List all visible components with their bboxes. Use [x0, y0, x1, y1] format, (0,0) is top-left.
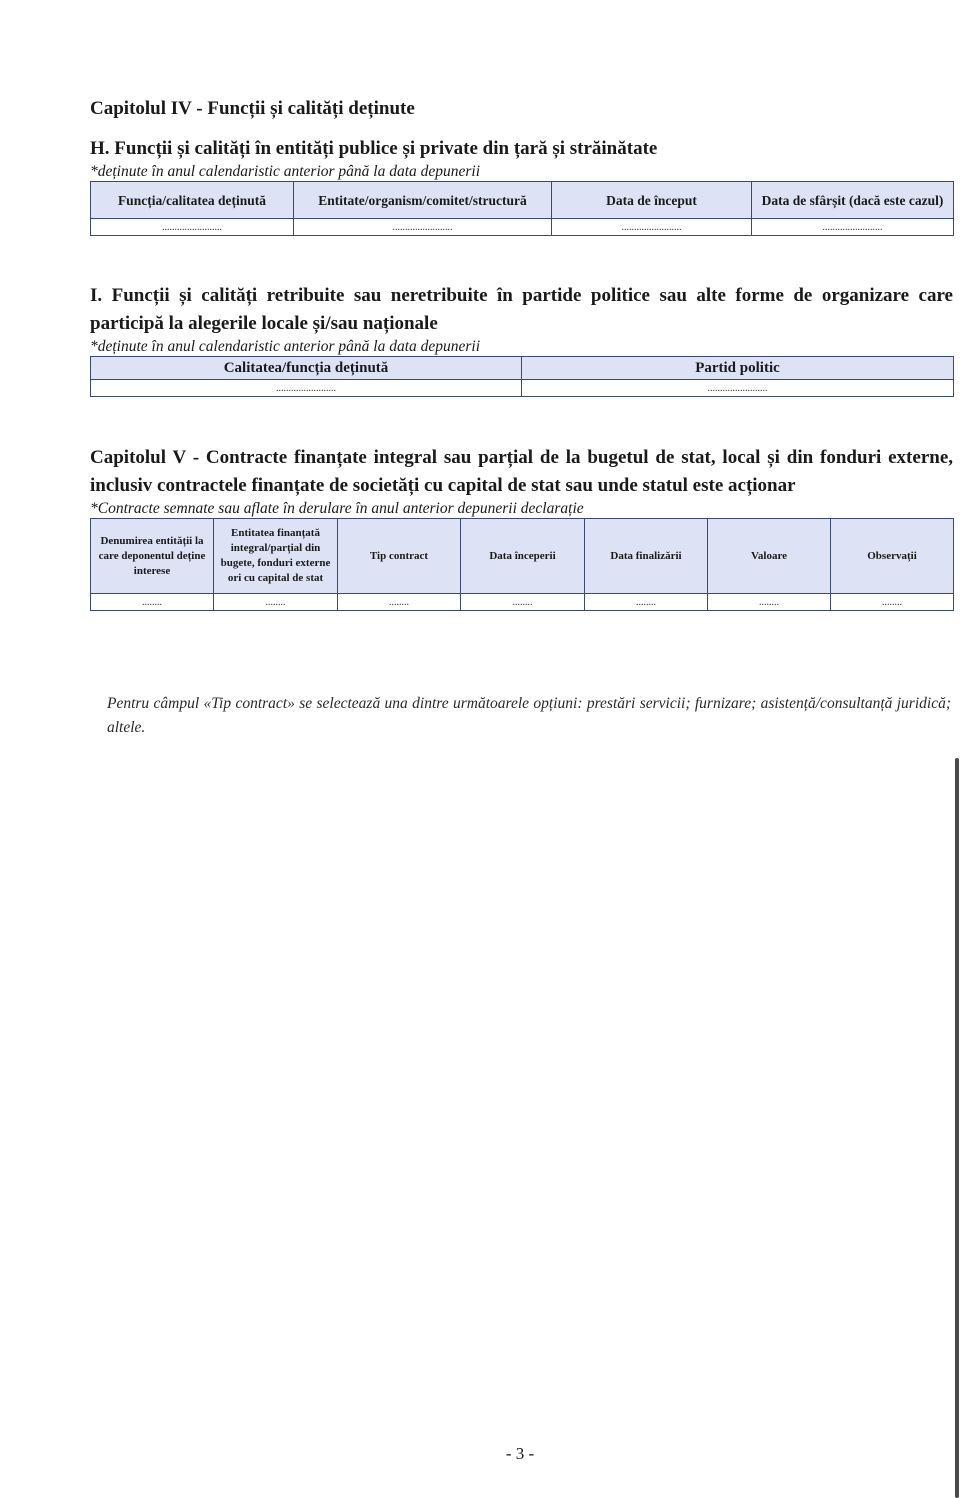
header-end-date: Data de sfârșit (dacă este cazul): [752, 182, 954, 219]
header-observations: Observații: [831, 519, 954, 594]
section-i-table: [90, 356, 954, 397]
section-i-note: *deținute în anul calendaristic anterior până la data depunerii: [90, 338, 481, 355]
header-party: Partid politic: [522, 357, 954, 380]
header-value: Valoare: [708, 519, 831, 594]
cell-party[interactable]: ........................: [522, 380, 954, 397]
header-funded-entity: Entitatea finanțată integral/parțial din bugete, fonduri externe ori cu capital de stat: [214, 519, 338, 594]
section-h-title: H. Funcții și calități în entități publice și private din țară și străinătate: [90, 138, 658, 159]
header-entity-name: Denumirea entității la care deponentul deține interese: [91, 519, 214, 594]
cell-start-date[interactable]: ........: [461, 594, 585, 611]
page-number: - 3 -: [505, 1444, 535, 1463]
cell-entity[interactable]: ........................: [294, 219, 552, 236]
section-h-table: [90, 181, 954, 236]
table-row: [91, 219, 954, 236]
cell-contract-type[interactable]: ........: [338, 594, 461, 611]
table-header-row: [91, 519, 954, 594]
cell-end-date[interactable]: ........: [585, 594, 708, 611]
cell-value[interactable]: ........: [708, 594, 831, 611]
chapter-5-title: Capitolul V - Contracte finanțate integral sau parțial de la bugetul de stat, local și din fonduri externe, inclusiv contractele finanțate de societăți cu capital de stat sau unde statul este acționar: [90, 447, 953, 496]
table-header-row: [91, 357, 954, 380]
table-row: [91, 380, 954, 397]
table-row: [91, 594, 954, 611]
chapter-4-title: Capitolul IV - Funcții și calități deținute: [90, 98, 415, 119]
header-function: Funcția/calitatea deținută: [91, 182, 294, 219]
cell-observations[interactable]: ........: [831, 594, 954, 611]
chapter-5-note: *Contracte semnate sau aflate în derulare în anul anterior depunerii declarație: [90, 500, 584, 517]
header-role: Calitatea/funcția deținută: [91, 357, 522, 380]
header-start-date: Data de început: [552, 182, 752, 219]
scrollbar[interactable]: [955, 758, 959, 1498]
cell-role[interactable]: ........................: [91, 380, 522, 397]
table-header-row: [91, 182, 954, 219]
cell-function[interactable]: ........................: [91, 219, 294, 236]
header-contract-type: Tip contract: [338, 519, 461, 594]
document-page: [90, 96, 953, 611]
cell-entity-name[interactable]: ........: [91, 594, 214, 611]
section-h-note: *deținute în anul calendaristic anterior până la data depunerii: [90, 163, 481, 180]
cell-funded-entity[interactable]: ........: [214, 594, 338, 611]
section-i-title: I. Funcții și calități retribuite sau neretribuite în partide politice sau alte forme de organizare care participă la alegerile locale și/sau naționale: [90, 285, 953, 334]
header-end-date: Data finalizării: [585, 519, 708, 594]
cell-start-date[interactable]: ........................: [552, 219, 752, 236]
header-entity: Entitate/organism/comitet/structură: [294, 182, 552, 219]
header-start-date: Data începerii: [461, 519, 585, 594]
contract-type-footnote: Pentru câmpul «Tip contract» se selectează una dintre următoarele opțiuni: prestări servicii; furnizare; asistență/consultanță juridică; altele.: [107, 695, 951, 736]
contracts-table: [90, 518, 954, 611]
cell-end-date[interactable]: ........................: [752, 219, 954, 236]
